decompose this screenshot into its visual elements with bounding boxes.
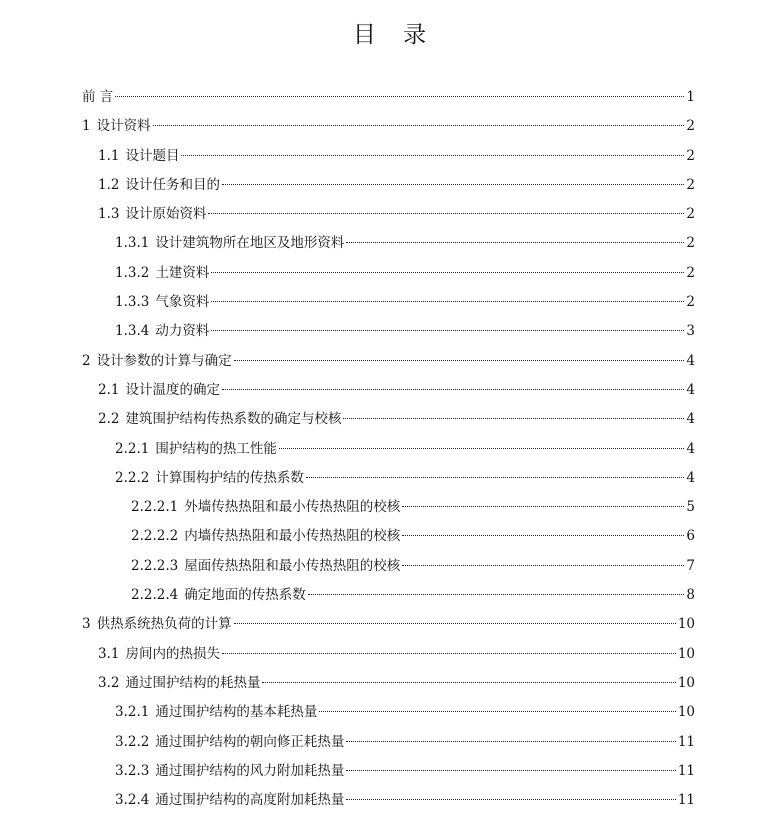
dot-leader (306, 477, 685, 478)
dot-leader (343, 418, 684, 419)
toc-entry-page-number: 2 (686, 206, 695, 223)
toc-entry[interactable] (82, 83, 695, 112)
toc-entry-page-number: 1 (686, 89, 695, 105)
dot-leader (234, 623, 676, 624)
toc-entry-title: 计算围构护结的传热系数 (155, 469, 304, 486)
toc-entry[interactable] (82, 669, 695, 698)
toc-entry-page-number: 10 (677, 645, 695, 662)
toc-entry-number: 1.3.3 (115, 294, 150, 311)
toc-entry[interactable] (82, 552, 695, 581)
toc-entry-title: 内墙传热热阻和最小传热热阻的校核 (184, 528, 401, 545)
dot-leader (208, 213, 684, 214)
toc-entry-title: 设计资料 (96, 118, 151, 135)
toc-entry[interactable] (82, 259, 695, 288)
toc-entry-title: 气象资料 (155, 294, 210, 311)
toc-entry-title: 设计参数的计算与确定 (96, 352, 232, 369)
toc-entry[interactable] (82, 581, 695, 610)
toc-entry[interactable] (82, 347, 695, 376)
toc-entry-page-number: 11 (677, 733, 695, 750)
dot-leader (346, 242, 684, 243)
dot-leader (153, 125, 685, 126)
toc-entry-number: 3.2.2 (115, 733, 150, 750)
dot-leader (222, 184, 684, 185)
toc-entry-number: 2.2.2.3 (131, 557, 179, 574)
toc-entry-number: 2.2.1 (115, 440, 150, 457)
toc-entry-page-number: 5 (686, 499, 695, 516)
toc-entry-page-number: 4 (686, 469, 695, 486)
toc-entry-page-number: 2 (686, 147, 695, 164)
toc-entry-number: 前 言 (82, 89, 114, 105)
toc-entry-title: 确定地面的传热系数 (184, 587, 306, 604)
toc-entry[interactable] (82, 698, 695, 727)
toc-entry[interactable] (82, 640, 695, 669)
toc-entry-title: 供热系统热负荷的计算 (96, 616, 232, 633)
toc-entry-title: 土建资料 (155, 264, 210, 281)
toc-entry-number: 3.2.1 (115, 704, 150, 721)
toc-entry-number: 1.3.4 (115, 323, 150, 340)
toc-entry[interactable] (82, 728, 695, 757)
toc-entry-number: 1.3.2 (115, 264, 150, 281)
dot-leader (234, 360, 685, 361)
toc-entry[interactable] (82, 288, 695, 317)
toc-entry[interactable] (82, 405, 695, 434)
dot-leader (402, 565, 684, 566)
toc-entry-page-number: 10 (677, 674, 695, 691)
dot-leader (211, 272, 684, 273)
toc-entry-title: 动力资料 (155, 323, 210, 340)
toc-entry[interactable] (82, 464, 695, 493)
toc-entry[interactable] (82, 435, 695, 464)
toc-entry-number: 2.2.2.1 (131, 499, 179, 516)
toc-entry-page-number: 4 (686, 440, 695, 457)
toc-entry-title: 通过围护结构的基本耗热量 (155, 704, 318, 721)
toc-entry-page-number: 2 (686, 294, 695, 311)
dot-leader (222, 653, 676, 654)
toc-entry-page-number: 10 (677, 704, 695, 721)
toc-entry-title: 设计任务和目的 (125, 176, 220, 193)
toc-entry-page-number: 2 (686, 235, 695, 252)
toc-entry-title: 设计题目 (125, 147, 180, 164)
toc-entry-page-number: 2 (686, 118, 695, 135)
table-of-contents (82, 83, 695, 815)
toc-entry[interactable] (82, 142, 695, 171)
toc-entry-number: 3.2.4 (115, 792, 150, 809)
dot-leader (211, 330, 684, 331)
toc-entry-title: 通过围护结构的风力附加耗热量 (155, 762, 345, 779)
toc-entry-number: 2.1 (98, 381, 120, 398)
toc-entry-title: 通过围护结构的耗热量 (125, 674, 261, 691)
toc-entry-number: 2.2.2 (115, 469, 150, 486)
toc-entry-page-number: 11 (677, 762, 695, 779)
toc-entry-number: 1 (82, 118, 91, 135)
dot-leader (181, 155, 684, 156)
toc-entry-page-number: 4 (686, 411, 695, 428)
dot-leader (279, 448, 685, 449)
toc-entry[interactable] (82, 757, 695, 786)
toc-entry-page-number: 4 (686, 352, 695, 369)
toc-entry-title: 建筑围护结构传热系数的确定与校核 (125, 411, 342, 428)
toc-entry-number: 2.2.2.4 (131, 587, 179, 604)
toc-entry-title: 通过围护结构的高度附加耗热量 (155, 792, 345, 809)
toc-entry-page-number: 2 (686, 264, 695, 281)
toc-entry-title: 围护结构的热工性能 (155, 440, 277, 457)
toc-entry-number: 1.3.1 (115, 235, 150, 252)
toc-entry-page-number: 4 (686, 381, 695, 398)
dot-leader (346, 799, 675, 800)
toc-entry[interactable] (82, 317, 695, 346)
toc-entry[interactable] (82, 112, 695, 141)
toc-entry-number: 3 (82, 616, 91, 633)
toc-entry-title: 设计温度的确定 (125, 381, 220, 398)
toc-entry-page-number: 8 (686, 587, 695, 604)
toc-entry-page-number: 2 (686, 176, 695, 193)
toc-entry-title: 设计原始资料 (125, 206, 207, 223)
toc-entry-number: 1.2 (98, 176, 120, 193)
toc-entry-number: 2.2 (98, 411, 120, 428)
dot-leader (402, 535, 684, 536)
dot-leader (346, 770, 675, 771)
dot-leader (211, 301, 684, 302)
toc-entry[interactable] (82, 376, 695, 405)
dot-leader (346, 741, 675, 742)
toc-entry-page-number: 6 (686, 528, 695, 545)
toc-entry-title: 房间内的热损失 (125, 645, 220, 662)
toc-entry-title: 屋面传热热阻和最小传热热阻的校核 (184, 557, 401, 574)
dot-leader (319, 711, 675, 712)
dot-leader (115, 96, 684, 97)
dot-leader (262, 682, 675, 683)
toc-entry-title: 通过围护结构的朝向修正耗热量 (155, 733, 345, 750)
toc-entry-number: 2.2.2.2 (131, 528, 179, 545)
toc-entry[interactable] (82, 522, 695, 551)
page-title: 目 录 (352, 22, 437, 48)
toc-entry-page-number: 11 (677, 792, 695, 809)
dot-leader (308, 594, 685, 595)
toc-entry[interactable] (82, 610, 695, 639)
toc-entry-title: 设计建筑物所在地区及地形资料 (155, 235, 345, 252)
toc-entry-number: 1.1 (98, 147, 120, 164)
toc-entry[interactable] (82, 171, 695, 200)
toc-entry[interactable] (82, 493, 695, 522)
toc-entry[interactable] (82, 200, 695, 229)
toc-entry-number: 3.1 (98, 645, 120, 662)
dot-leader (222, 389, 684, 390)
toc-entry-number: 1.3 (98, 206, 120, 223)
toc-entry-page-number: 7 (686, 557, 695, 574)
toc-entry[interactable] (82, 229, 695, 258)
toc-entry-number: 2 (82, 352, 91, 369)
toc-entry-title: 外墙传热热阻和最小传热热阻的校核 (184, 499, 401, 516)
dot-leader (402, 506, 684, 507)
toc-entry-number: 3.2 (98, 674, 120, 691)
toc-entry-number: 3.2.3 (115, 762, 150, 779)
toc-entry-page-number: 3 (686, 323, 695, 340)
toc-entry-page-number: 10 (677, 616, 695, 633)
toc-entry[interactable] (82, 786, 695, 815)
